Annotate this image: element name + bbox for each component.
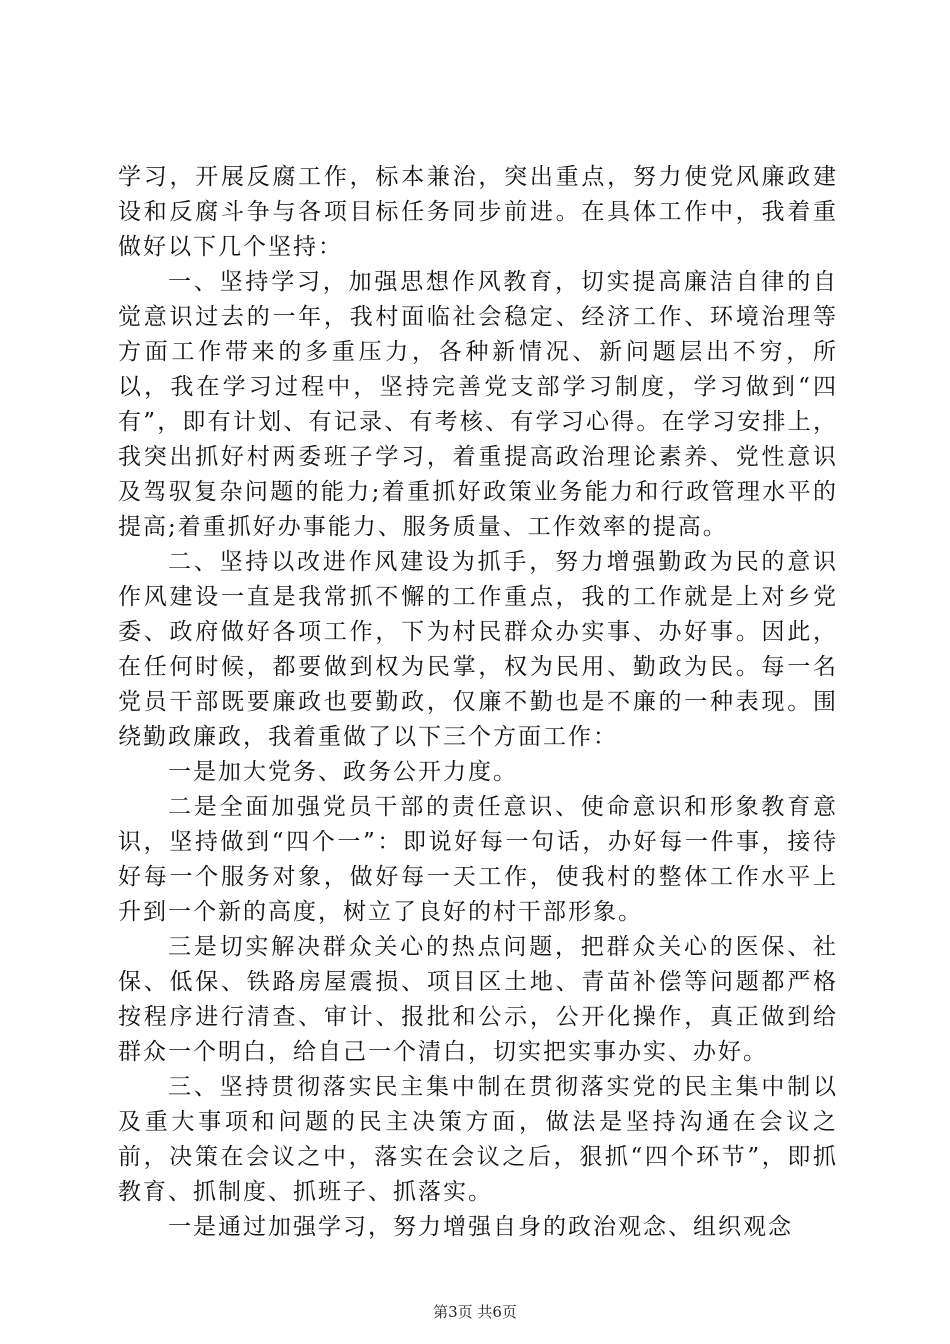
page-number-footer: 第3页 共6页 [433,1303,517,1321]
document-body [118,160,838,1245]
paragraph-6: 三是切实解决群众关心的热点问题，把群众关心的医保、社保、低保、铁路房屋震损、项目区土地、青苗补偿等问题都严格按程序进行清查、审计、报批和公示，公开化操作，真正做到给群众一个明白，给自己一个清白，切实把实事办实、办好。 [118,934,838,1065]
paragraph-3: 二、坚持以改进作风建设为抓手，努力增强勤政为民的意识作风建设一直是我常抓不懈的工作重点，我的工作就是上对乡党委、政府做好各项工作，下为村民群众办实事、办好事。因此，在任何时候，都要做到权为民掌，权为民用、勤政为民。每一名党员干部既要廉政也要勤政，仅廉不勤也是不廉的一种表现。围绕勤政廉政，我着重做了以下三个方面工作： [118,549,838,750]
paragraph-4: 一是加大党务、政务公开力度。 [168,759,518,785]
paragraph-5: 二是全面加强党员干部的责任意识、使命意识和形象教育意识，坚持做到“四个一”：即说好每一句话，办好每一件事，接待好每一个服务对象，做好每一天工作，使我村的整体工作水平上升到一个新的高度，树立了良好的村干部形象。 [118,794,838,925]
paragraph-7: 三、坚持贯彻落实民主集中制在贯彻落实党的民主集中制以及重大事项和问题的民主决策方面，做法是坚持沟通在会议之前，决策在会议之中，落实在会议之后，狠抓“四个环节”，即抓教育、抓制度、抓班子、抓落实。 [118,1074,838,1205]
paragraph-1: 学习，开展反腐工作，标本兼治，突出重点，努力使党风廉政建设和反腐斗争与各项目标任务同步前进。在具体工作中，我着重做好以下几个坚持： [118,164,838,260]
paragraph-2: 一、坚持学习，加强思想作风教育，切实提高廉洁自律的自觉意识过去的一年，我村面临社会稳定、经济工作、环境治理等方面工作带来的多重压力，各种新情况、新问题层出不穷，所以，我在学习过程中，坚持完善党支部学习制度，学习做到“四有”，即有计划、有记录、有考核、有学习心得。在学习安排上，我突出抓好村两委班子学习，着重提高政治理论素养、党性意识及驾驭复杂问题的能力;着重抓好政策业务能力和行政管理水平的提高;着重抓好办事能力、服务质量、工作效率的提高。 [118,269,838,540]
paragraph-8: 一是通过加强学习，努力增强自身的政治观念、组织观念 [168,1214,793,1240]
